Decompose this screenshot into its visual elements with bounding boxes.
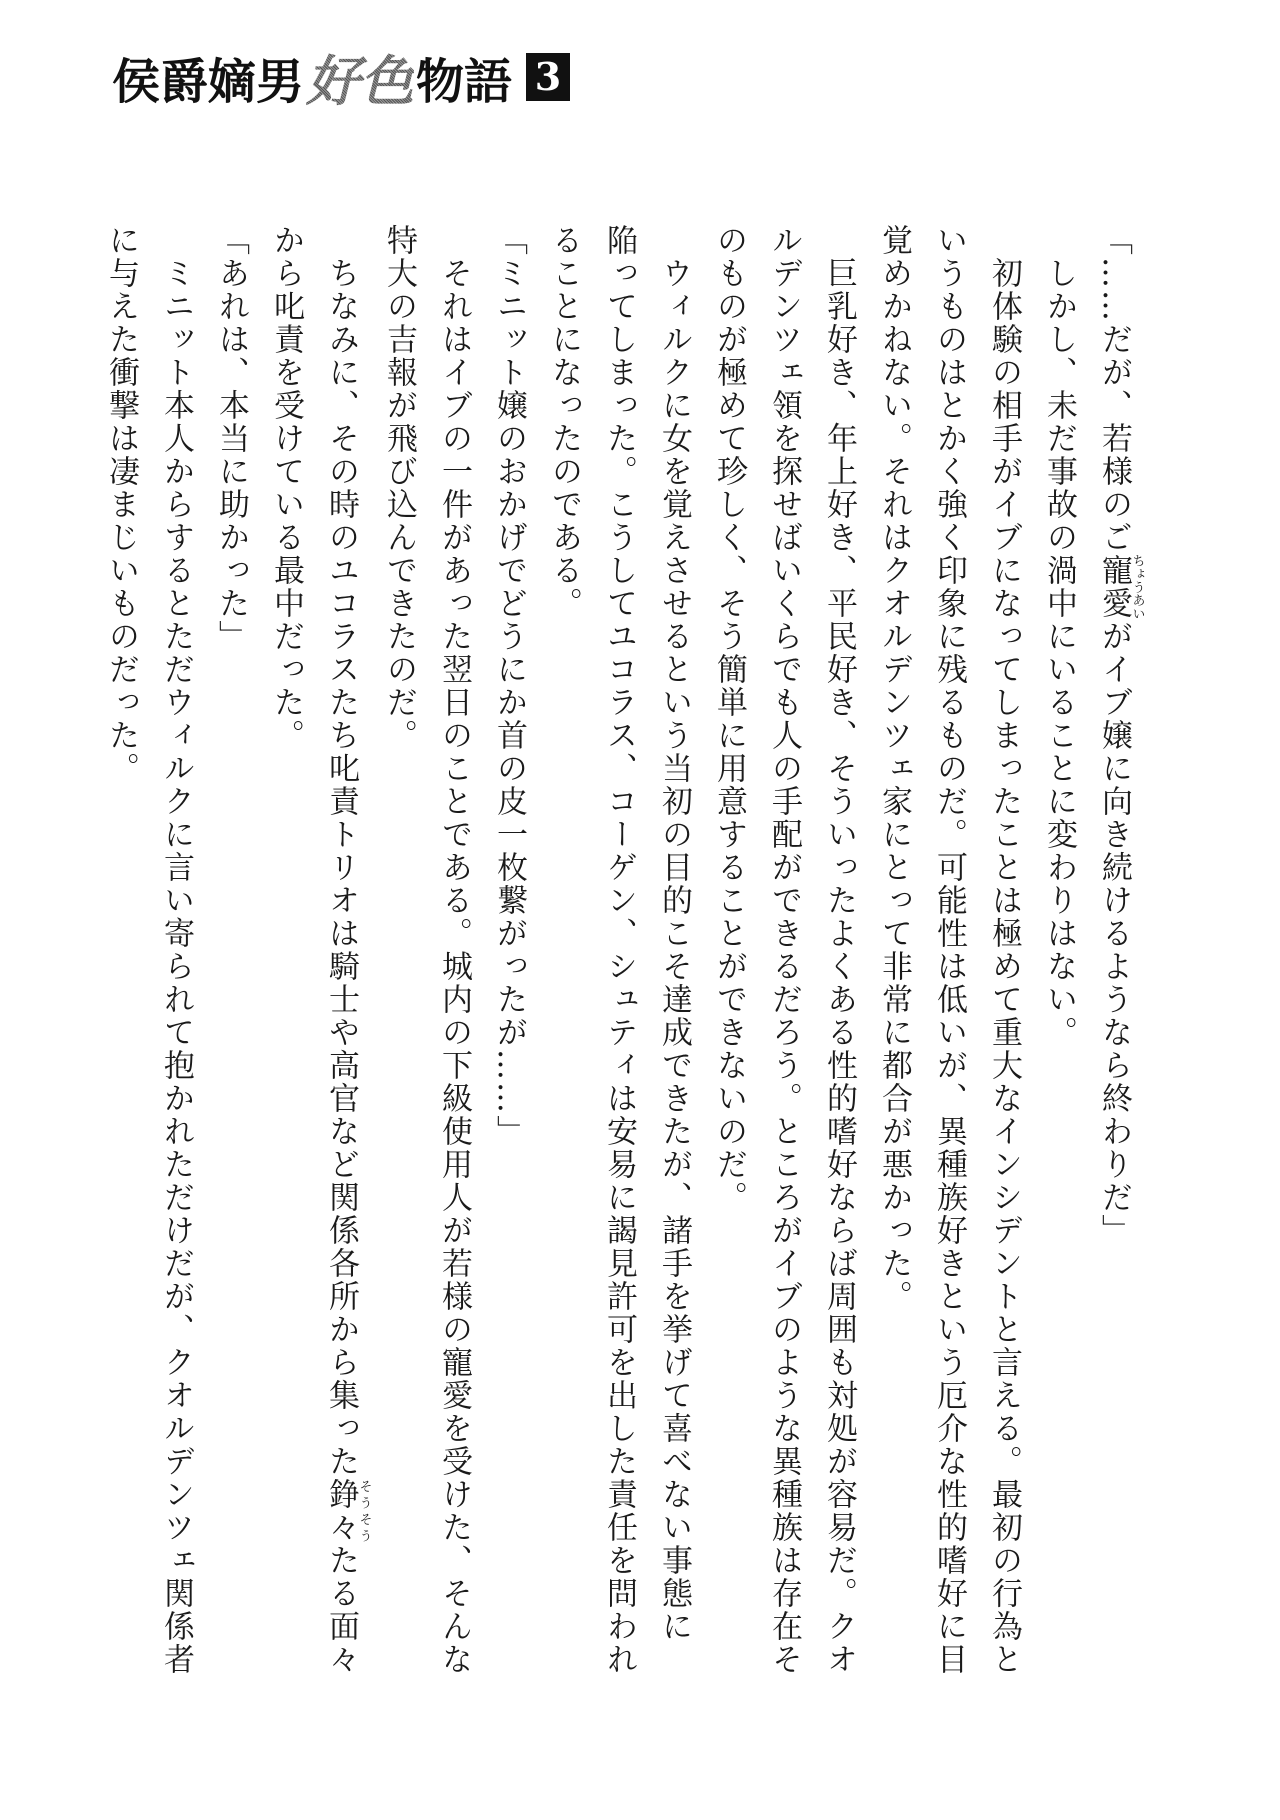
text-line: ることになったのである。 (546, 224, 582, 620)
text-segment: ちなみに、その時のユコラスたち叱責トリオは騎士や高官など関係各所から集った (323, 224, 359, 1478)
text-line: ルデンツェ領を探せばいくらでも人の手配ができるだろう。ところがイブのような異種族は存在そ (766, 224, 802, 1676)
title-text-post: 物語 (416, 53, 513, 110)
text-line: 覚めかねない。それはクオルデンツェ家にとって非常に都合が悪かった。 (876, 224, 912, 1313)
text-line: いうものはとかく強く印象に残るものだ。可能性は低いが、異種族好きという厄介な性的嗜好に目 (931, 224, 967, 1676)
text-line: に与えた衝撃は凄まじいものだった。 (103, 224, 139, 785)
text-line (1086, 224, 1144, 1784)
text-line: 巨乳好き、年上好き、平民好き、そういったよくある性的嗜好ならば周囲も対処が容易だ。クオ (821, 224, 857, 1676)
ruby-reading: そうそう (356, 1478, 372, 1544)
ruby-base: 寵愛 (1096, 554, 1132, 620)
book-title-header (112, 48, 570, 113)
text-line: それはイブの一件があった翌日のことである。城内の下級使用人が若様の寵愛を受けた、そんな (436, 224, 472, 1676)
text-line: 「ミニット嬢のおかげでどうにか首の皮一枚繋がったが……」 (491, 224, 527, 1148)
text-line: 初体験の相手がイブになってしまったことは極めて重大なインシデントと言える。最初の行為と (986, 224, 1022, 1676)
ruby-base: 錚々 (323, 1478, 359, 1544)
text-line: 特大の吉報が飛び込んできたのだ。 (381, 224, 417, 752)
volume-number-badge: 3 (526, 53, 570, 101)
text-line: 「あれは、本当に助かった」 (213, 224, 249, 653)
text-segment: がイブ嬢に向き続けるようなら終わりだ」 (1096, 620, 1132, 1247)
ruby-word (1096, 554, 1145, 620)
vertical-body-text (93, 224, 1144, 1784)
ruby-reading: ちょうあい (1129, 554, 1145, 620)
text-line: 陥ってしまった。こうしてユコラス、コーゲン、シュティは安易に謁見許可を出した責任を問われ (601, 224, 637, 1676)
text-segment: 「……だが、若様のご (1096, 224, 1132, 554)
text-segment: たる面々 (323, 1544, 359, 1676)
title-text-pre: 侯爵嫡男 (112, 53, 305, 110)
ruby-word (323, 1478, 372, 1544)
text-line: から叱責を受けている最中だった。 (268, 224, 304, 752)
text-line (313, 224, 371, 1784)
text-line: ミニット本人からするとただウィルクに言い寄られて抱かれただけだが、クオルデンツェ関係者 (158, 224, 194, 1676)
text-line: のものが極めて珍しく、そう簡単に用意することができないのだ。 (711, 224, 747, 1214)
text-line: ウィルクに女を覚えさせるという当初の目的こそ達成できたが、諸手を挙げて喜べない事態に (656, 224, 692, 1643)
title-text-emphasis: 好色 (306, 39, 414, 116)
text-line: しかし、未だ事故の渦中にいることに変わりはない。 (1041, 224, 1077, 1049)
